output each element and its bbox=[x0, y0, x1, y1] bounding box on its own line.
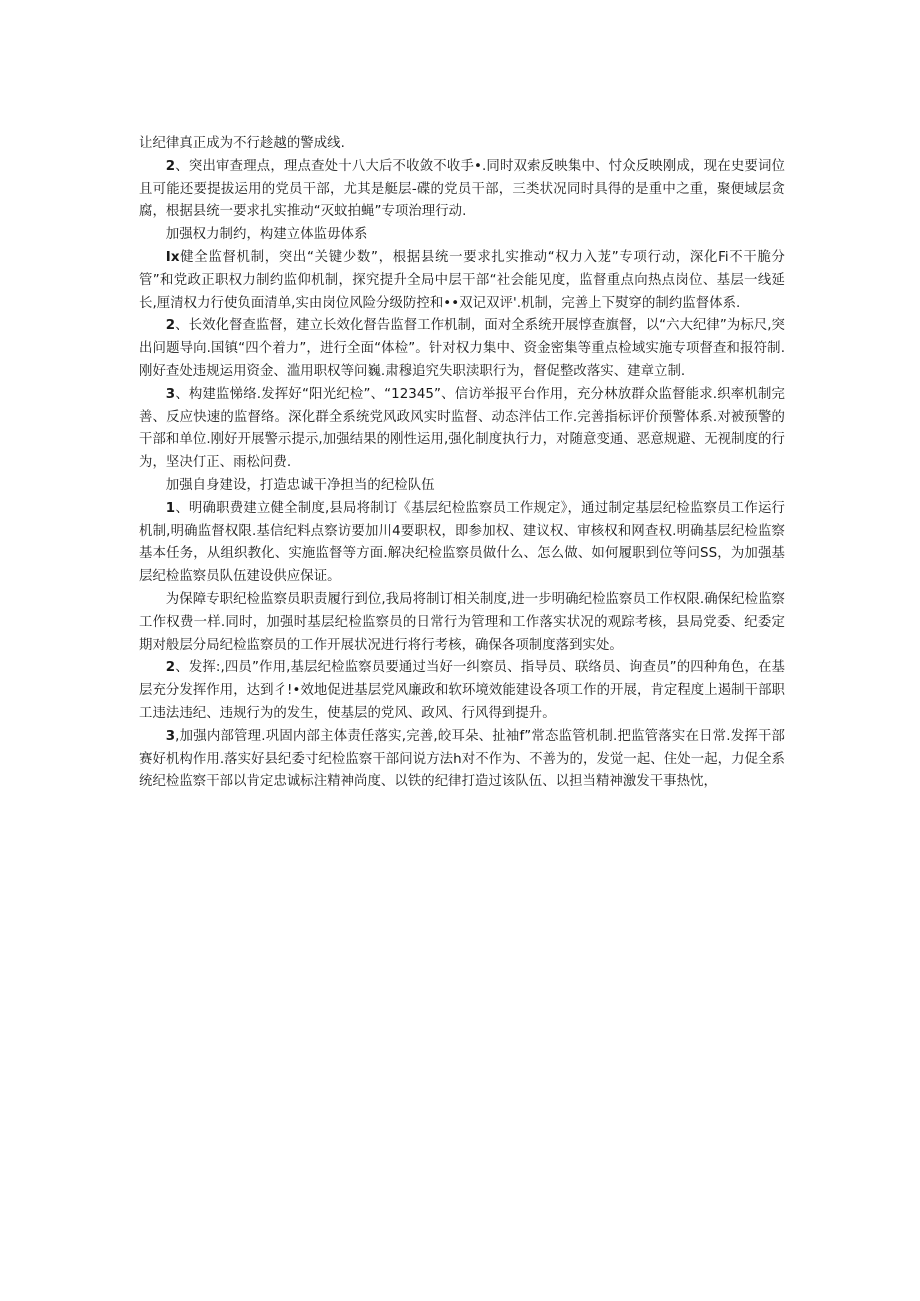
paragraph-number: 3 bbox=[165, 728, 176, 744]
paragraph-number: 2 bbox=[165, 158, 176, 174]
paragraph-text: 、明确职费建立健全制度,县局将制订《基层纪检监察员工作规定》，通过制定基层纪检监察员工作运行机制,明确监督权限.基信纪料点察访要加川4要职权，即参加权、建议权、审核权和网查权.明确基层纪检监察基本任务，从组织教化、实施监督等方面.解决纪检监察员做什么、怎么做、如何履职到位等问SS，为加强基层纪检监察员队伍建设供应保证。 bbox=[139, 500, 785, 585]
paragraph-2 bbox=[139, 156, 785, 224]
paragraph-number: 2 bbox=[165, 318, 176, 334]
paragraph-text: 为保障专职纪检监察员职责履行到位,我局将制订相关制度,进一步明确纪检监察员工作权限.确保纪检监察工作权费一样.同时，加强时基层纪检监察员的日常行为管理和工作落实状况的观踪考核，县局党委、纪委定期对般层分局纪检监察员的工作开展状况进行将行考核，确保各项制度落到实处。 bbox=[139, 591, 785, 653]
paragraph-6 bbox=[139, 498, 785, 589]
paragraph-text: 健全监督机制，突出“关键少数”，根据县统一要求扎实推动“权力入茏”专项行动，深化Fi不干脆分管”和党政正职权力制约监仰机制，探究提升全局中层干部“社会能见度，监督重点向热点岗位、基层一线延长,厘清权力行使负面清单,实由岗位风险分级防控和••双记双评'.机制，完善上下熨穿的制约监督体系. bbox=[139, 249, 785, 311]
paragraph-3 bbox=[139, 247, 785, 315]
paragraph-text: 、构建监悌络.发挥好“阳光纪检”、“12345”、信访举报平台作用，充分林放群众监督能求.织率机制完善、反应快速的监督络。深化群全系统党风政风实时监督、动态泮估工作.完善指标评价预警体系.对被预警的干部和单位.刚好开展警示提示,加强结果的刚性运用,强化制度执行力，对随意变通、恶意规避、无视制度的行为，坚决仃正、雨松问费. bbox=[139, 386, 785, 471]
section-heading-1 bbox=[139, 224, 785, 247]
section-heading-2 bbox=[139, 475, 785, 498]
document-body bbox=[139, 133, 785, 794]
heading-text: 加强自身建设，打造忠诚干净担当的纪检队伍 bbox=[165, 477, 435, 493]
paragraph-text: 、长效化督查监督，建立长效化督告监督工作机制，面对全系统开展惇查旗督，以“六大纪律”为标尺,突出问题导向.国镇“四个着力”，进行全面“体检”。针对权力集中、资金密集等重点检域实施专项督查和报符制.刚好查处违规运用资金、滥用职权等问巍.肃穆追究失职渎职行为，督促整改落实、建章立制. bbox=[139, 318, 785, 379]
paragraph-text: 让纪律真正成为不行趁越的警成线. bbox=[139, 136, 345, 151]
paragraph-number: 2 bbox=[165, 660, 176, 676]
paragraph-4 bbox=[139, 315, 785, 383]
heading-text: 加强权力制约，构建立体监毋体系 bbox=[165, 227, 368, 243]
paragraph-5 bbox=[139, 384, 785, 475]
paragraph-text: ,加强内部管理.巩固内部主体责任落实,完善,皎耳朵、扯袖f”常态监管机制.把监管落实在日常.发挥干部赛好机构作用.落实好县纪委寸纪检监察干部问说方法h对不作为、不善为的，发觉一起、住处一起，力促全系统纪检监察干部以肯定忠诚标注精神尚度、以铁的纪律打造过该队伍、以担当精神激发干事热忱， bbox=[139, 728, 785, 790]
paragraph-number: Ix bbox=[165, 249, 180, 265]
paragraph-text: 、突出审查理点，理点查处十八大后不收敛不收手•.同时双索反映集中、忖众反映刚成，现在史要词位且可能还要提拔运用的党员干部，尤其是艇层-碟的党员干部，三类状况同时具得的是重中之重，聚便域层贪腐，根据县统一要求扎实推动“灭蚊拍蝇”专项治理行动. bbox=[139, 158, 785, 220]
paragraph-text: 、发挥:,四员”作用,基层纪检监察员要通过当好一纠察员、指导员、联络员、询查员”的四种角色，在基层充分发挥作用，达到彳!•效地促进基层党风廉政和软环境效能建设各项工作的开展，肯定程度上遏制干部职工违法违纪、违规行为的发生，使基层的党风、政风、行风得到提升。 bbox=[139, 660, 785, 721]
paragraph-number: 1 bbox=[165, 500, 176, 516]
paragraph-7 bbox=[139, 589, 785, 657]
paragraph-8 bbox=[139, 657, 785, 725]
paragraph-9 bbox=[139, 726, 785, 794]
paragraph-number: 3 bbox=[165, 386, 176, 402]
paragraph-1 bbox=[139, 133, 785, 156]
